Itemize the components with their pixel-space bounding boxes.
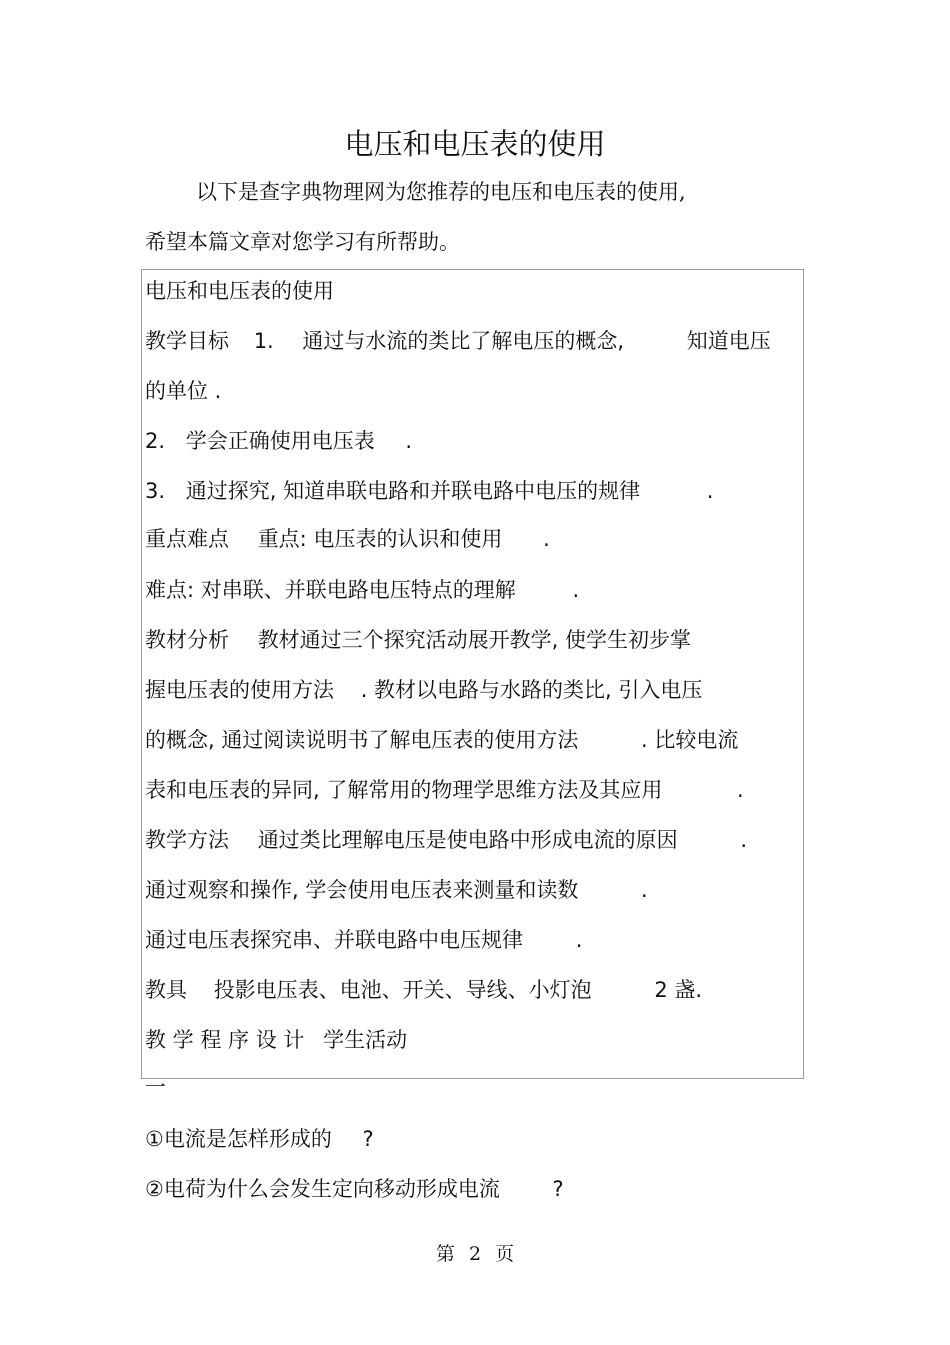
methods-line-3 [145,925,582,955]
page-footer [0,1240,950,1268]
objective-2-end: . [405,429,413,453]
footer-page-number: 2 [468,1243,482,1265]
analysis-text-4b: . [737,778,744,802]
key-points-line [145,524,550,554]
analysis-label: 教材分析 [145,628,229,652]
page-title: 电压和电压表的使用 [344,127,606,161]
lesson-box [141,269,804,1079]
analysis-text-1: 教材通过三个探究活动展开教学, 使学生初步掌 [257,628,692,652]
methods-label: 教学方法 [145,828,229,852]
footer-suffix: 页 [495,1243,515,1265]
methods-text-2: 通过观察和操作, 学会使用电压表来测量和读数 [145,878,579,902]
question-1-mark: ? [362,1127,374,1151]
objectives-line [145,326,771,356]
analysis-text-3a: 的概念, 通过阅读说明书了解电压表的使用方法 [145,728,579,752]
key-focus-text: 重点: 电压表的认识和使用 [257,527,503,551]
objective-1-number: 1. [253,329,274,353]
analysis-text-2b: . 教材以电路与水路的类比, 引入电压 [360,678,703,702]
analysis-line-3 [145,725,738,755]
question-1-line [145,1124,374,1154]
methods-end-3: . [575,928,583,952]
intro-line-1: 以下是查字典物理网为您推荐的电压和电压表的使用, [196,180,686,204]
difficulty-line [145,575,579,605]
analysis-text-2a: 握电压表的使用方法 [145,678,334,702]
key-focus-end: . [543,527,550,551]
section-dash: 一 [145,1075,166,1099]
tools-count: 2 盏. [654,978,703,1002]
program-label: 教 学 程 序 设 计 [145,1028,305,1052]
tools-text: 投影电压表、电池、开关、导线、小灯泡 [213,978,592,1002]
objective-2-text: 学会正确使用电压表 [185,429,375,453]
objective-2-line [145,426,412,456]
objective-1-continued: 的单位 . [145,379,222,403]
intro-line-2: 希望本篇文章对您学习有所帮助。 [145,230,460,254]
tools-label: 教具 [145,978,187,1002]
analysis-text-4a: 表和电压表的异同, 了解常用的物理学思维方法及其应用 [145,778,663,802]
methods-text-3: 通过电压表探究串、并联电路中电压规律 [145,928,523,952]
objective-3-end: . [706,479,714,503]
objective-3-text: 通过探究, 知道串联电路和并联电路中电压的规律 [185,479,641,503]
difficulty-end: . [572,578,580,602]
question-2-line [145,1174,564,1204]
question-2-mark: ? [552,1177,564,1201]
objective-3-number: 3. [145,479,166,503]
objective-3-line [145,476,713,506]
footer-prefix: 第 [435,1243,455,1265]
difficulty-text: 难点: 对串联、并联电路电压特点的理解 [145,578,516,602]
methods-end-2: . [641,878,648,902]
methods-line-2 [145,875,648,905]
analysis-text-3b: . 比较电流 [641,728,739,752]
objective-2-number: 2. [145,429,166,453]
methods-end-1: . [740,828,748,852]
program-activity: 学生活动 [323,1028,408,1052]
objectives-label: 教学目标 [145,329,229,353]
box-heading: 电压和电压表的使用 [145,279,334,303]
question-1: ①电流是怎样形成的 [145,1127,332,1151]
program-line [145,1025,407,1055]
question-2: ②电荷为什么会发生定向移动形成电流 [145,1177,500,1201]
methods-line-1 [145,825,747,855]
analysis-line-4 [145,775,744,805]
analysis-line-2 [145,675,702,705]
tools-line [145,975,702,1005]
objective-1-text: 通过与水流的类比了解电压的概念, [302,329,625,353]
methods-text-1: 通过类比理解电压是使电路中形成电流的原因 [257,828,678,852]
key-points-label: 重点难点 [145,527,229,551]
analysis-line-1 [145,625,691,655]
objective-1-tail: 知道电压 [686,329,771,353]
